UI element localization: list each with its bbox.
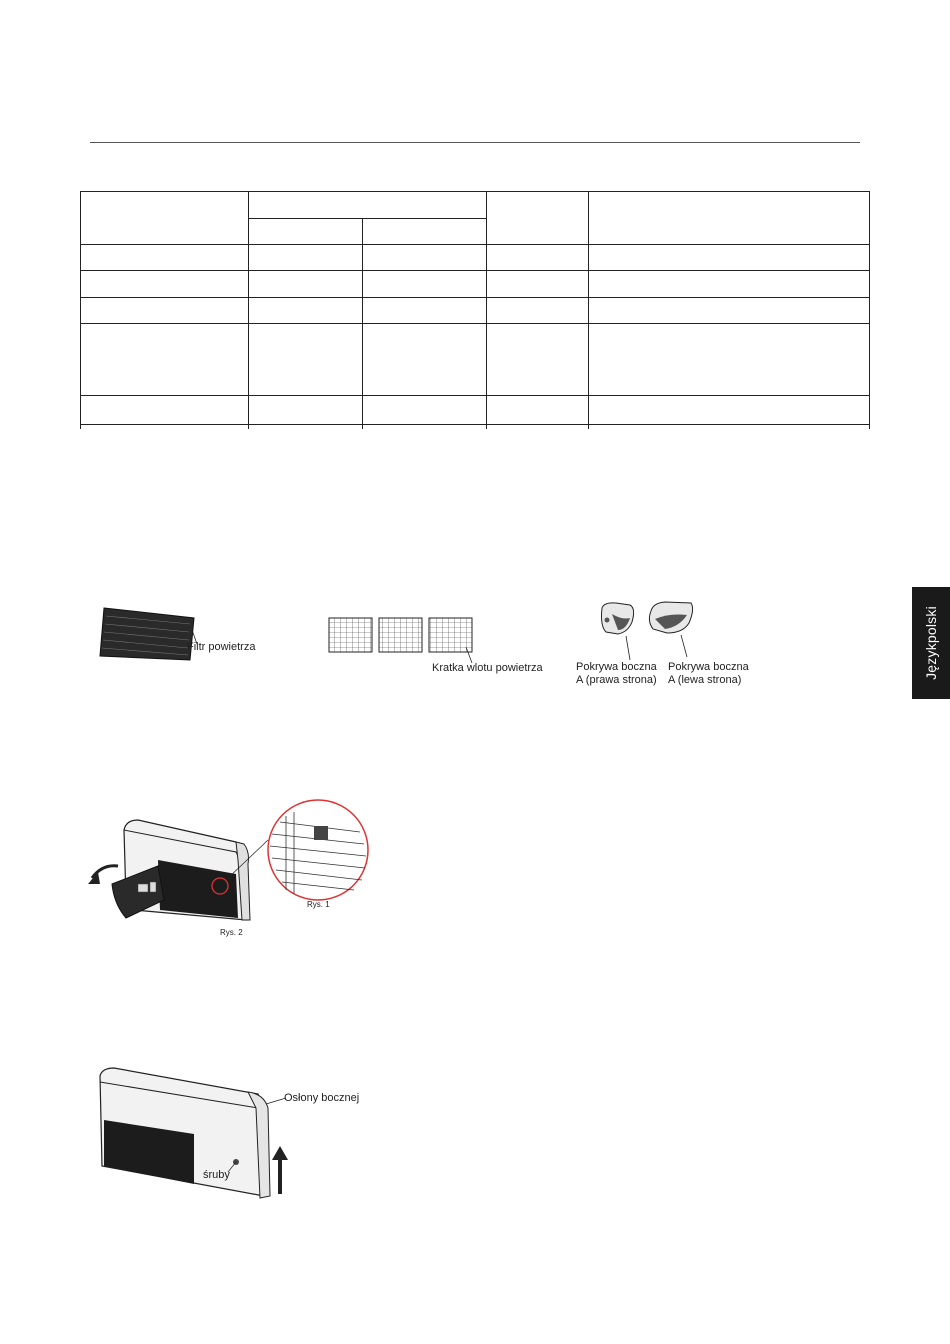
unit-side-cover-illustration: [98, 1058, 288, 1198]
language-tab-label: Językpolski: [923, 606, 939, 680]
spec-table: [80, 191, 870, 429]
figure-1-label: Rys. 1: [307, 900, 330, 909]
air-filter-label: Filtr powietrza: [187, 641, 256, 653]
table-cell: [487, 192, 589, 245]
side-cover-left-illustration: [645, 599, 705, 659]
header-rule: [90, 142, 860, 143]
figure-2-label: Rys. 2: [220, 928, 243, 937]
language-tab: [912, 587, 950, 699]
air-filter-illustration: [98, 604, 198, 662]
side-cover-callout-label: Osłony bocznej: [284, 1092, 360, 1104]
table-row: [81, 324, 870, 396]
screws-label: śruby: [203, 1169, 230, 1181]
table-cell: [363, 219, 487, 245]
side-cover-left-label-line2: A (lewa strona): [668, 674, 742, 686]
table-cell: [589, 192, 870, 245]
side-cover-right-label-line2: A (prawa strona): [576, 674, 657, 686]
table-row: [81, 245, 870, 271]
table-cell: [249, 192, 487, 219]
table-row: [81, 425, 870, 429]
side-cover-left-label-line1: Pokrywa boczna: [668, 661, 749, 673]
unit-open-grille-illustration: [86, 800, 376, 940]
side-cover-right-label-line1: Pokrywa boczna: [576, 661, 657, 673]
table-row: [81, 396, 870, 425]
table-row: [81, 271, 870, 298]
table-cell: [249, 219, 363, 245]
table-cell: [81, 192, 249, 245]
inlet-grille-label: Kratka wlotu powietrza: [432, 662, 543, 674]
table-row: [81, 298, 870, 324]
inlet-grille-illustration: [328, 617, 478, 667]
